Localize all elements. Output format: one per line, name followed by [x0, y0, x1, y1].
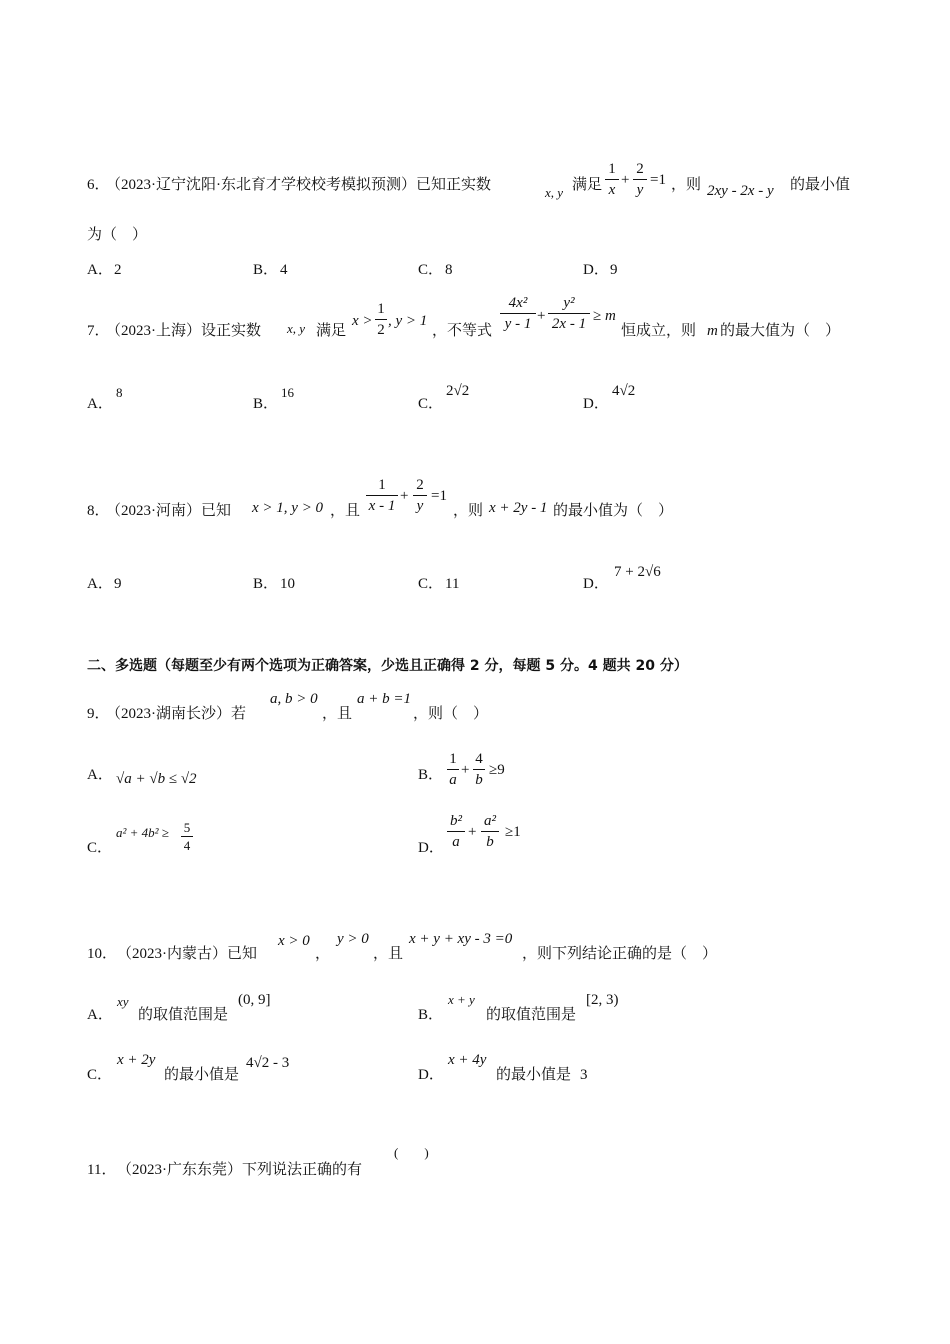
q9-b-plus: +: [461, 762, 470, 778]
q10-c-text: 的最小值是: [164, 1067, 240, 1083]
q8-option-a-label: A．: [87, 576, 113, 592]
q8-source: （2023·河南）已知: [106, 503, 231, 519]
q7-option-b-label: B．: [253, 396, 279, 412]
q11-number: 11．: [87, 1162, 117, 1178]
q9-number: 9．: [87, 706, 110, 722]
q6-then: ，则: [671, 177, 702, 193]
q7-source: （2023·上海）设正实数: [106, 323, 261, 339]
q11-source: （2023·广东东莞）下列说法正确的有: [117, 1162, 362, 1178]
q10-option-c-label: C．: [87, 1067, 113, 1083]
q10-c-value: 4√2 - 3: [246, 1055, 290, 1071]
q8-option-b-label: B．: [253, 576, 279, 592]
q10-a-range: (0, 9]: [238, 992, 271, 1008]
q7-cond-a: x >: [352, 313, 373, 329]
q9-option-c: a² + 4b² ≥: [116, 825, 169, 840]
q10-option-a-label: A．: [87, 1007, 113, 1023]
q9-b-relation: ≥9: [489, 762, 505, 778]
q9-d-fraction-1: b² a: [447, 812, 465, 851]
q7-cond-b: , y > 1: [388, 313, 428, 329]
q10-option-d-label: D．: [418, 1067, 444, 1083]
q8-number: 8．: [87, 503, 110, 519]
q10-d-value: 3: [580, 1067, 588, 1083]
q8-fraction-1: 1 x - 1: [366, 476, 398, 515]
q10-and: ，且: [373, 946, 404, 962]
q7-geq-m: ≥ m: [593, 308, 616, 324]
q6-fraction-1: 1 x: [605, 160, 619, 199]
q10-b-var: x + y: [448, 992, 475, 1007]
q9-option-a: √a + √b ≤ √2: [116, 771, 197, 787]
q6-cond-prefix: 满足: [572, 177, 603, 193]
q10-a-text: 的取值范围是: [138, 1007, 229, 1023]
q9-condition-2: a + b =1: [357, 691, 411, 707]
q8-and: ，且: [330, 503, 361, 519]
q10-cond-1: x > 0: [278, 933, 310, 949]
q6-option-d-label: D．: [583, 262, 609, 278]
q8-tail: 的最小值为（ ）: [553, 503, 674, 519]
q8-condition: x > 1, y > 0: [252, 500, 324, 516]
q9-condition: a, b > 0: [270, 691, 318, 707]
q8-equals: =1: [431, 488, 447, 504]
q10-c-var: x + 2y: [117, 1052, 156, 1068]
q8-fraction-2: 2 y: [413, 476, 427, 515]
q10-cond-3: x + y + xy - 3 =0: [409, 931, 513, 947]
q10-d-var: x + 4y: [448, 1052, 487, 1068]
q6-option-d: 9: [610, 262, 618, 278]
section-2-title: 二、多选题（每题至少有两个选项为正确答案，少选且正确得 2 分，每题 5 分。4 题共 20 分）: [87, 658, 688, 674]
q10-b-text: 的取值范围是: [486, 1007, 577, 1023]
q6-option-b-label: B．: [253, 262, 279, 278]
q9-b-fraction-1: 1 a: [447, 750, 459, 789]
q6-fraction-2: 2 y: [633, 160, 647, 199]
q7-fraction-1: 4x² y - 1: [500, 294, 536, 333]
q6-option-c: 8: [445, 262, 453, 278]
q10-d-text: 的最小值是: [496, 1067, 572, 1083]
q10-option-b-label: B．: [418, 1007, 444, 1023]
q6-option-b: 4: [280, 262, 288, 278]
q6-number: 6．: [87, 177, 110, 193]
q9-d-fraction-2: a² b: [481, 812, 499, 851]
q7-option-d: 4√2: [612, 383, 636, 399]
q6-option-a-label: A．: [87, 262, 113, 278]
q6-source: （2023·辽宁沈阳·东北育才学校校考模拟预测）已知正实数: [106, 177, 491, 193]
q9-option-d-label: D．: [418, 840, 444, 856]
q9-source: （2023·湖南长沙）若: [106, 706, 246, 722]
q8-option-d: 7 + 2√6: [614, 564, 661, 580]
q7-m: m: [707, 323, 718, 339]
q6-line2: 为（ ）: [87, 227, 148, 243]
q10-then: ，则下列结论正确的是（ ）: [522, 946, 718, 962]
q7-tail: 恒成立，则: [621, 323, 697, 339]
q7-half-fraction: 1 2: [375, 300, 387, 339]
q6-plus: +: [621, 172, 630, 188]
q6-tail: 的最小值: [790, 177, 851, 193]
q6-option-a: 2: [114, 262, 122, 278]
q10-cond-2: y > 0: [337, 931, 369, 947]
q7-number: 7．: [87, 323, 110, 339]
q7-option-c: 2√2: [446, 383, 470, 399]
q7-option-b: 16: [281, 385, 294, 400]
q9-and: ，且: [322, 706, 353, 722]
q8-option-c-label: C．: [418, 576, 444, 592]
q6-option-c-label: C．: [418, 262, 444, 278]
q8-option-a: 9: [114, 576, 122, 592]
q7-plus: +: [537, 308, 546, 324]
q7-option-d-label: D．: [583, 396, 609, 412]
q7-option-a-label: A．: [87, 396, 113, 412]
q7-vars: x, y: [287, 321, 306, 336]
q10-b-range: [2, 3): [586, 992, 619, 1008]
q8-option-c: 11: [445, 576, 460, 592]
q7-option-c-label: C．: [418, 396, 444, 412]
q6-expression: 2xy - 2x - y: [707, 183, 774, 199]
q9-c-fraction: 5 4: [181, 820, 193, 853]
q10-number: 10．: [87, 946, 118, 962]
q9-b-fraction-2: 4 b: [473, 750, 485, 789]
q9-d-plus: +: [468, 824, 477, 840]
q7-ineq-prefix: ，不等式: [432, 323, 493, 339]
q11-parentheses: ( ): [394, 1145, 429, 1160]
q8-plus: +: [400, 488, 409, 504]
q8-expression: x + 2y - 1: [489, 500, 548, 516]
q9-option-a-label: A．: [87, 767, 113, 783]
q8-option-d-label: D．: [583, 576, 609, 592]
q10-source: （2023·内蒙古）已知: [117, 946, 257, 962]
q10-comma: ，: [315, 946, 331, 962]
q6-equals: =1: [650, 172, 666, 188]
q9-option-c-label: C．: [87, 840, 113, 856]
q9-then: ，则（ ）: [413, 706, 489, 722]
q7-fraction-2: y² 2x - 1: [548, 294, 590, 333]
q8-then: ，则: [453, 503, 484, 519]
q9-d-relation: ≥1: [505, 824, 521, 840]
q9-option-b-label: B．: [418, 767, 444, 783]
q7-option-a: 8: [116, 385, 123, 400]
q7-cond-prefix: 满足: [316, 323, 347, 339]
q6-vars: x, y: [545, 185, 564, 200]
q10-a-var: xy: [117, 994, 129, 1009]
q7-tail2: 的最大值为（ ）: [720, 323, 841, 339]
q8-option-b: 10: [280, 576, 295, 592]
